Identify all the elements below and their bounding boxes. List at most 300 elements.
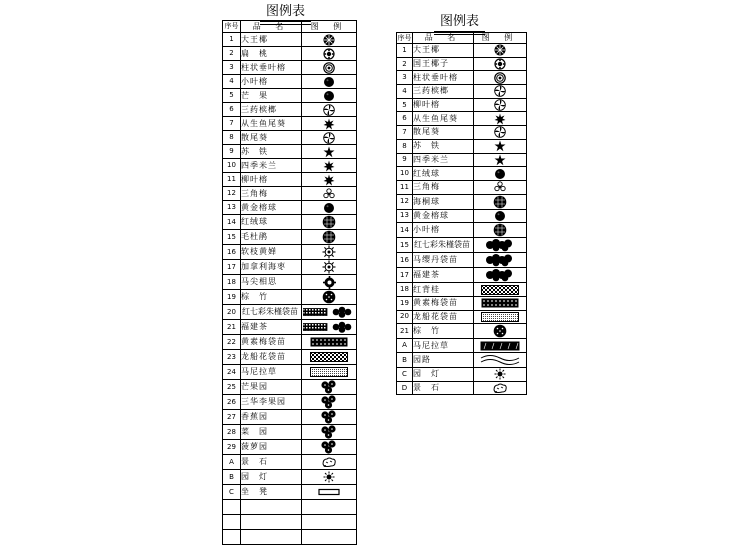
legend-title-text: 图例表 — [266, 4, 306, 19]
pinwheel-icon — [323, 104, 335, 116]
legend-row — [223, 515, 357, 530]
tree-cluster-icon — [319, 440, 339, 454]
row-name: 海桐球 — [413, 194, 474, 209]
row-index: B — [223, 470, 241, 485]
row-name: 柳叶榕 — [241, 173, 302, 187]
row-name: 从生鱼尾葵 — [413, 112, 474, 126]
row-symbol — [302, 103, 357, 117]
row-index: 17 — [223, 260, 241, 275]
row-name: 小叶榕 — [241, 75, 302, 89]
row-symbol — [474, 238, 527, 253]
row-symbol — [302, 350, 357, 365]
row-symbol — [302, 410, 357, 425]
path-wave-icon — [480, 353, 520, 367]
ring-dots-icon — [323, 48, 335, 60]
row-index: 16 — [397, 253, 413, 268]
row-index: 3 — [223, 61, 241, 75]
row-name: 黄素梅袋苗 — [241, 335, 302, 350]
row-name: 柳叶榕 — [413, 98, 474, 112]
row-symbol — [302, 245, 357, 260]
row-symbol — [474, 167, 527, 181]
pinwheel-icon — [494, 85, 506, 97]
legend-row — [223, 350, 357, 365]
row-index: C — [397, 368, 413, 382]
row-name: 柱状垂叶榕 — [413, 71, 474, 85]
legend-row — [397, 209, 527, 223]
row-name: 散尾葵 — [241, 131, 302, 145]
legend-row — [223, 395, 357, 410]
row-symbol — [302, 455, 357, 470]
row-index: 15 — [223, 230, 241, 245]
row-index: 18 — [397, 283, 413, 297]
filled-ball-icon — [323, 202, 335, 214]
dashed-bar-icon — [481, 298, 519, 308]
row-name: 柱状垂叶榕 — [241, 61, 302, 75]
row-name — [241, 530, 302, 545]
row-name: 马尼拉草 — [241, 365, 302, 380]
legend-row — [223, 61, 357, 75]
row-name: 菜 园 — [241, 425, 302, 440]
legend-row — [223, 145, 357, 159]
row-name: 三华李果园 — [241, 395, 302, 410]
row-name: 国王椰子 — [413, 57, 474, 71]
row-index: 5 — [223, 89, 241, 103]
row-symbol — [474, 85, 527, 99]
header-name: 品 名 — [241, 21, 302, 33]
row-name: 龙船花袋苗 — [413, 310, 474, 324]
row-symbol — [302, 61, 357, 75]
row-name: 红七彩朱槿袋苗 — [241, 305, 302, 320]
row-index: 12 — [223, 187, 241, 201]
row-name: 黄素梅袋苗 — [413, 296, 474, 310]
row-symbol — [302, 173, 357, 187]
row-index: 4 — [397, 85, 413, 99]
filled-ball-icon — [323, 76, 335, 88]
row-index: A — [397, 339, 413, 353]
legend-row — [397, 253, 527, 268]
legend-row — [397, 139, 527, 153]
row-name: 福建茶 — [413, 268, 474, 283]
row-index: 19 — [397, 296, 413, 310]
header-index: 序号 — [397, 33, 412, 42]
row-symbol — [302, 530, 357, 545]
legend-row — [223, 159, 357, 173]
legend-row — [223, 187, 357, 201]
spiky-cluster-icon — [494, 113, 506, 125]
legend-row — [223, 530, 357, 545]
legend-row — [397, 296, 527, 310]
legend-row — [397, 223, 527, 238]
row-name: 三角梅 — [413, 180, 474, 194]
legend-row — [223, 201, 357, 215]
row-symbol — [474, 180, 527, 194]
ring-dots-icon — [494, 58, 506, 70]
header-name: 品 名 — [413, 33, 474, 44]
row-symbol — [302, 33, 357, 47]
legend-row — [223, 410, 357, 425]
row-index: 1 — [397, 44, 413, 58]
dashed-bar-icon — [310, 337, 348, 347]
row-name: 棕 竹 — [413, 324, 474, 339]
row-name: 小叶榕 — [413, 223, 474, 238]
header-index: 序号 — [223, 21, 241, 33]
row-name: 软枝黄婵 — [241, 245, 302, 260]
legend-row — [397, 167, 527, 181]
row-index: 11 — [397, 180, 413, 194]
row-symbol — [302, 159, 357, 173]
row-index: 19 — [223, 290, 241, 305]
row-symbol — [474, 44, 527, 58]
row-symbol — [302, 515, 357, 530]
row-name: 福建茶 — [241, 320, 302, 335]
dotted-bar-icon — [310, 367, 348, 377]
filled-ball-icon — [494, 210, 506, 222]
row-symbol — [474, 353, 527, 368]
row-index — [223, 530, 241, 545]
row-symbol — [302, 215, 357, 230]
legend-row — [223, 75, 357, 89]
row-index: 10 — [397, 167, 413, 181]
row-index: 9 — [223, 145, 241, 159]
grid-ball-icon — [493, 223, 507, 237]
row-index: 28 — [223, 425, 241, 440]
legend-row — [397, 353, 527, 368]
legend-row — [223, 425, 357, 440]
row-symbol — [302, 89, 357, 103]
row-name: 三药槟榔 — [413, 85, 474, 99]
pinwheel-icon — [323, 132, 335, 144]
legend-row — [223, 290, 357, 305]
row-name — [241, 500, 302, 515]
row-name: 园 灯 — [413, 368, 474, 382]
legend-row — [223, 215, 357, 230]
row-index: 3 — [397, 71, 413, 85]
row-name: 毛杜鹃 — [241, 230, 302, 245]
legend-row — [223, 131, 357, 145]
legend-row — [397, 57, 527, 71]
row-symbol — [302, 395, 357, 410]
grid-ball-icon — [322, 230, 336, 244]
lamp-icon — [494, 368, 506, 380]
legend-row — [223, 470, 357, 485]
legend-row — [397, 238, 527, 253]
row-symbol — [474, 268, 527, 283]
row-symbol — [474, 296, 527, 310]
legend-row — [223, 103, 357, 117]
row-name: 芒果园 — [241, 380, 302, 395]
tree-cluster-icon — [319, 425, 339, 439]
row-name: 棕 竹 — [241, 290, 302, 305]
row-index: 20 — [397, 310, 413, 324]
legend-row — [397, 153, 527, 167]
legend-row — [223, 275, 357, 290]
row-name: 园 灯 — [241, 470, 302, 485]
row-name: 从生鱼尾葵 — [241, 117, 302, 131]
row-index: 11 — [223, 173, 241, 187]
row-index: 27 — [223, 410, 241, 425]
row-index: 17 — [397, 268, 413, 283]
shrub-cluster-icon — [485, 253, 515, 267]
row-symbol — [302, 131, 357, 145]
row-symbol — [302, 187, 357, 201]
legend-row — [223, 260, 357, 275]
row-symbol — [302, 47, 357, 61]
legend-table — [222, 20, 357, 545]
row-index: 21 — [397, 324, 413, 339]
tree-cluster-icon — [319, 380, 339, 394]
palm-burst-icon — [323, 34, 335, 46]
row-index: 14 — [223, 215, 241, 230]
row-index: 29 — [223, 440, 241, 455]
row-symbol — [302, 500, 357, 515]
palm-burst-icon — [494, 44, 506, 56]
row-index — [223, 500, 241, 515]
legend-title — [440, 10, 479, 29]
row-symbol — [474, 139, 527, 153]
row-name: 黄金榕球 — [241, 201, 302, 215]
row-index: A — [223, 455, 241, 470]
legend-row — [223, 33, 357, 47]
row-index: C — [223, 485, 241, 500]
row-name: 坐 凳 — [241, 485, 302, 500]
checker-bar-icon — [310, 352, 348, 362]
row-symbol — [302, 117, 357, 131]
row-name: 菠萝园 — [241, 440, 302, 455]
row-name: 景 石 — [413, 381, 474, 395]
spiky-cluster-icon — [323, 160, 335, 172]
row-symbol — [302, 485, 357, 500]
legend-row — [397, 180, 527, 194]
legend-row — [223, 245, 357, 260]
legend-title — [266, 0, 305, 19]
legend-row — [223, 500, 357, 515]
legend-row — [397, 126, 527, 140]
legend-row — [223, 455, 357, 470]
star-icon — [323, 146, 335, 158]
row-symbol — [474, 368, 527, 382]
row-symbol — [474, 223, 527, 238]
bench-icon — [318, 488, 340, 496]
row-symbol — [474, 71, 527, 85]
row-index: 25 — [223, 380, 241, 395]
legend-row — [223, 365, 357, 380]
row-index: 8 — [397, 139, 413, 153]
row-symbol — [474, 153, 527, 167]
star-icon — [494, 154, 506, 166]
row-index: 10 — [223, 159, 241, 173]
row-symbol — [474, 324, 527, 339]
row-index: 21 — [223, 320, 241, 335]
row-symbol — [302, 201, 357, 215]
flower-outline-icon — [323, 188, 335, 200]
row-name: 苏 铁 — [413, 139, 474, 153]
row-symbol — [302, 320, 357, 335]
row-symbol — [474, 209, 527, 223]
row-name: 香蕉园 — [241, 410, 302, 425]
row-symbol — [302, 365, 357, 380]
legend-row — [223, 89, 357, 103]
legend-table — [396, 32, 527, 395]
legend-row — [397, 98, 527, 112]
legend-row — [397, 194, 527, 209]
row-index: 15 — [397, 238, 413, 253]
legend-row — [223, 230, 357, 245]
checker-bar-icon — [481, 285, 519, 295]
legend-row — [223, 335, 357, 350]
row-symbol — [302, 230, 357, 245]
row-index: 16 — [223, 245, 241, 260]
row-symbol — [302, 425, 357, 440]
row-index: 7 — [223, 117, 241, 131]
row-name: 苏 铁 — [241, 145, 302, 159]
row-index: 12 — [397, 194, 413, 209]
grid-ball-icon — [322, 215, 336, 229]
row-name: 园路 — [413, 353, 474, 368]
row-name: 红绒球 — [241, 215, 302, 230]
legend-row — [397, 381, 527, 395]
legend-row — [223, 173, 357, 187]
row-symbol — [302, 145, 357, 159]
filled-ball-icon — [494, 168, 506, 180]
tree-cluster-icon — [319, 410, 339, 424]
row-index: 2 — [223, 47, 241, 61]
row-index: 18 — [223, 275, 241, 290]
row-symbol — [474, 126, 527, 140]
row-symbol — [474, 339, 527, 353]
row-index: 8 — [223, 131, 241, 145]
legend-row — [397, 339, 527, 353]
legend-row — [397, 112, 527, 126]
spiky-cluster-icon — [323, 118, 335, 130]
legend-row — [223, 380, 357, 395]
lamp-icon — [323, 471, 335, 483]
legend-row — [223, 47, 357, 61]
rock-icon — [492, 382, 508, 394]
row-name: 马尖相思 — [241, 275, 302, 290]
legend-row — [223, 320, 357, 335]
row-index: 5 — [397, 98, 413, 112]
row-name: 马缨丹袋苗 — [413, 253, 474, 268]
sun-ring-icon — [322, 260, 336, 274]
row-symbol — [474, 112, 527, 126]
row-name: 红背桂 — [413, 283, 474, 297]
dotted-bar-icon — [481, 312, 519, 322]
row-name: 散尾葵 — [413, 126, 474, 140]
legend-row — [397, 283, 527, 297]
row-index: 6 — [223, 103, 241, 117]
row-name: 龙船花袋苗 — [241, 350, 302, 365]
row-name: 芒 果 — [241, 89, 302, 103]
row-index: D — [397, 381, 413, 395]
row-index: 26 — [223, 395, 241, 410]
row-index — [223, 515, 241, 530]
pinwheel-icon — [494, 99, 506, 111]
row-symbol — [302, 260, 357, 275]
gear-ball-icon — [323, 276, 336, 289]
pattern-bar-and-cluster-icon — [303, 306, 355, 318]
row-symbol — [302, 290, 357, 305]
ring-core-icon — [323, 62, 335, 74]
row-symbol — [474, 283, 527, 297]
row-index: B — [397, 353, 413, 368]
row-symbol — [474, 98, 527, 112]
rock-icon — [321, 456, 337, 468]
row-name: 扁 桃 — [241, 47, 302, 61]
row-index: 22 — [223, 335, 241, 350]
filled-ball-icon — [323, 90, 335, 102]
row-index: 9 — [397, 153, 413, 167]
legend-row — [223, 440, 357, 455]
legend-row — [223, 305, 357, 320]
row-symbol — [302, 440, 357, 455]
row-name: 红绒球 — [413, 167, 474, 181]
header-symbol: 图 例 — [302, 21, 357, 33]
row-symbol — [302, 335, 357, 350]
dotted-ball-icon — [322, 290, 336, 304]
row-index: 1 — [223, 33, 241, 47]
row-name: 三角梅 — [241, 187, 302, 201]
row-symbol — [302, 275, 357, 290]
ring-core-icon — [494, 72, 506, 84]
row-name: 马尼拉草 — [413, 339, 474, 353]
row-index: 4 — [223, 75, 241, 89]
legend-row — [397, 44, 527, 58]
row-index: 13 — [223, 201, 241, 215]
row-symbol — [302, 75, 357, 89]
row-name — [241, 515, 302, 530]
row-name: 红七彩朱槿袋苗 — [413, 238, 474, 253]
grass-icon — [480, 341, 520, 351]
sun-ring-icon — [322, 245, 336, 259]
dotted-ball-icon — [493, 324, 507, 338]
row-symbol — [474, 253, 527, 268]
legend-row — [397, 310, 527, 324]
row-index: 24 — [223, 365, 241, 380]
row-name: 四季米兰 — [241, 159, 302, 173]
pinwheel-icon — [494, 126, 506, 138]
row-name: 三药槟榔 — [241, 103, 302, 117]
row-name: 四季米兰 — [413, 153, 474, 167]
shrub-cluster-icon — [485, 238, 515, 252]
pattern-bar-and-cluster-icon — [303, 321, 355, 333]
row-index: 7 — [397, 126, 413, 140]
row-symbol — [302, 380, 357, 395]
row-index: 20 — [223, 305, 241, 320]
row-symbol — [302, 305, 357, 320]
row-name: 大王椰 — [413, 44, 474, 58]
legend-row — [223, 117, 357, 131]
row-name: 黄金榕球 — [413, 209, 474, 223]
shrub-cluster-icon — [485, 268, 515, 282]
row-symbol — [474, 57, 527, 71]
row-symbol — [474, 310, 527, 324]
flower-outline-icon — [494, 181, 506, 193]
row-name: 大王椰 — [241, 33, 302, 47]
legend-row — [397, 85, 527, 99]
row-index: 13 — [397, 209, 413, 223]
header-symbol: 图 例 — [474, 33, 527, 44]
tree-cluster-icon — [319, 395, 339, 409]
row-index: 2 — [397, 57, 413, 71]
star-icon — [494, 140, 506, 152]
row-symbol — [302, 470, 357, 485]
grid-ball-icon — [493, 195, 507, 209]
legend-row — [397, 268, 527, 283]
legend-row — [397, 368, 527, 382]
legend-title-text: 图例表 — [440, 14, 480, 29]
legend-row — [223, 485, 357, 500]
row-index: 14 — [397, 223, 413, 238]
